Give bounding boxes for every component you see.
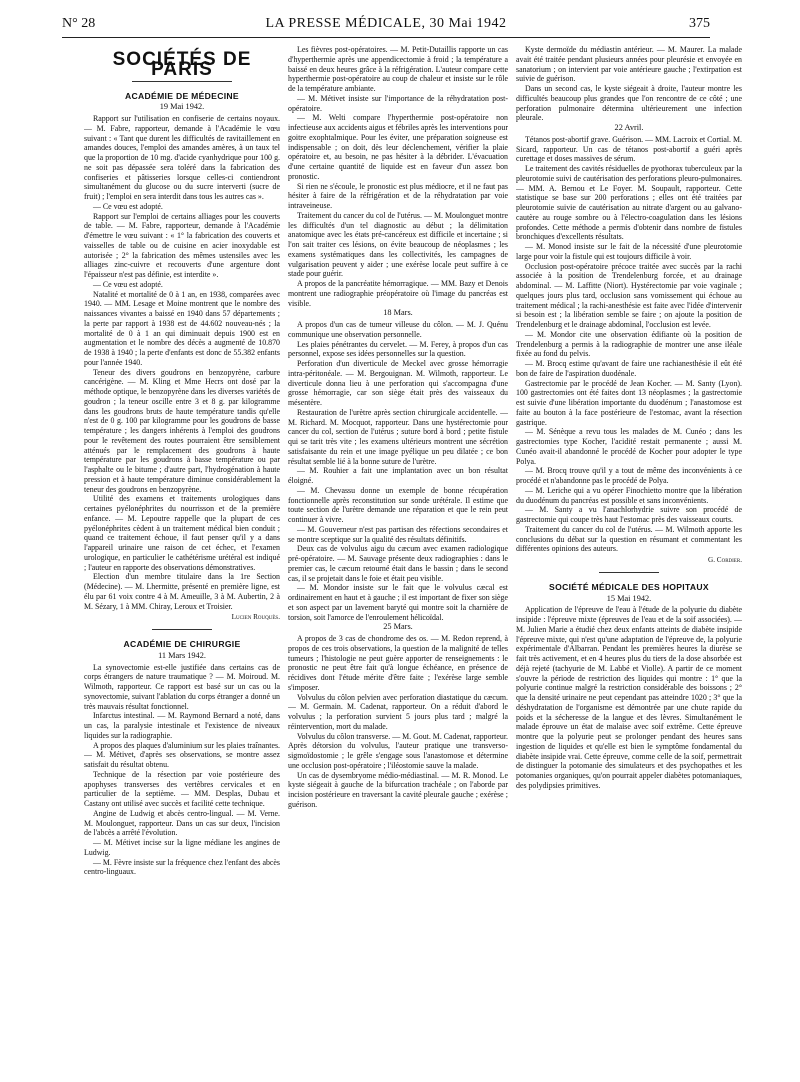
paragraph: Kyste dermoïde du médiastin antérieur. — M. Maurer. La malade avait été traitée pendant plusieurs années pour pleurésie et envoyée en sanatorium ; on intervient par voie antérieure gauche ; l'extirpation est suivie de guérison. (516, 45, 742, 84)
paragraph: Le traitement des cavités résiduelles de pyothorax tuberculeux par la pleurotomie suivi de cautérisation des perforations pleuro-pulmonaires. — MM. A. Bernou et Le Foyer. M. Soupault, rapporteur. Cette statistique se base sur 200 perforations ; elles ont été traitées par pleurotomie suivie de cautérisation au nitrate d'argent ou au galvano-cautère au rouge sombre ou à l'électro-coagulation dans les lésions profondes. Cette méthode a permis d'obtenir dans nombre de fistules bronchiques d'excellents résultats. (516, 164, 742, 242)
header-rule (62, 37, 710, 38)
title-rule (132, 81, 232, 82)
separator (599, 572, 659, 573)
paragraph: — M. Leriche qui a vu opérer Finochietto montre que la libération du duodénum du pancréas est possible et sans inconvénients. (516, 485, 742, 505)
paragraph: Traitement du cancer du col de l'utérus. — M. Wilmoth apporte les conclusions du débat sur la question en résumant et commentant les différentes opinions des auteurs. (516, 524, 742, 554)
paragraph: Volvulus du côlon pelvien avec perforation diastatique du cæcum. — M. Germain. M. Cadenat, rapporteur. On a réduit d'abord le volvulus ; la perforation survient 5 jours plus tard ; malgré la réintervention, mort du malade. (288, 692, 508, 731)
paragraph: — M. Santy a vu l'anachlorhydrie suivre son procédé de gastrectomie qui coupe très haut l'estomac près des vaisseaux courts. (516, 505, 742, 524)
paragraph: Election d'un membre titulaire dans la 1re Section (Médecine). — M. Lhermitte, présenté en première ligne, est élu par 61 voix contre 4 à M. Ameuille, 3 à M. Aubertin, 2 à M. Sézary, 1 à MM. Chiray, Leroux et Troisier. (84, 572, 280, 611)
paragraph: Perforation d'un diverticule de Meckel avec grosse hémorragie intra-péritonéale. — M. Bergouignan. M. Wilmoth, rapporteur. Le diverticule donna lieu à une perforation qui s'accompagna d'une grosse hémorragie, car son siège était près des vaisseaux du mésentère. (288, 359, 508, 407)
paragraph: Natalité et mortalité de 0 à 1 an, en 1938, comparées avec 1940. — MM. Lesage et Moine montrent que le nombre des naissances vivantes a baissé en 1940 dans 57 départements ; la perte par rapport à 1938 est de 44.602 nouveau-nés ; la mortalité de 0 à 1 an qui diminuait depuis 1900 est en augmentation et le nombre des décès a augmenté de 10.870 de 1938 à 1940 ; la perte d'enfants est donc de 55.382 enfants pour l'année 1940. (84, 289, 280, 367)
section-title: SOCIÉTÉ MÉDICALE DES HOPITAUX (549, 581, 709, 592)
paragraph: Occlusion post-opératoire précoce traitée avec succès par la rachi associée à la position de Trendelenburg forcée, et au drainage abdominal. — M. Laffitte (Niort). Hystérectomie par voie vaginale ; quelques jours plus tard, occlusion sans vomissement qui échoue au traitement médical ; la rachi-anesthésie est faite avec l'idée d'intervenir si besoin est ; la libération semble se faire ; on ajoute la position de Trendelenburg et le drainage abdominal, l'occlusion est levée. (516, 261, 742, 329)
journal-title: LA PRESSE MÉDICALE, 30 Mai 1942 (265, 16, 507, 31)
session-date: 18 Mars. (383, 308, 413, 318)
separator (152, 629, 212, 630)
paragraph: Volvulus du côlon transverse. — M. Gout. M. Cadenat, rapporteur. Après détorsion du volvulus, l'auteur pratique une transverso-sigmoïdostomie ; le grêle s'engage sous l'anastomose et détermine une occlusion post-opératoire ; l'iléostomie sauve la malade. (288, 731, 508, 770)
paragraph: Rapport sur l'utilisation en confiserie de certains noyaux. — M. Fabre, rapporteur, demande à l'Académie le vœu suivant : « Tant que durent les difficultés de ravitaillement en amandes douces, l'emploi des amandes amères, à un taux tel que la proportion de 10 mg. d'acide cyanhydrique pour 100 g. ne soit pas dépassée sera toléré dans la fabrication des confiseries et pâtisseries lorsque celles-ci contiendront simultanément du glucose ou du sucre interverti (sucre de fruit) ; l'emploi en sera interdit dans tous les autres cas ». (84, 114, 280, 201)
paragraph: — M. Brocq estime qu'avant de faire une rachianesthésie il eût été bon de faire de l'aspiration duodénale. (516, 359, 742, 378)
column-1 (84, 45, 280, 1045)
paragraph: — Ce vœu est adopté. (93, 201, 163, 211)
paragraph: Tétanos post-abortif grave. Guérison. — MM. Lacroix et Cortial. M. Sicard, rapporteur. Un cas de tétanos post-abortif a guéri après curettage et doses massives de sérum. (516, 134, 742, 164)
session-date: 22 Avril. (614, 123, 644, 132)
paragraph: Les fièvres post-opératoires. — M. Petit-Dutaillis rapporte un cas d'hyperthermie après une appendicectomie à froid ; la température a baissé en deux heures grâce à la réfrigération. L'auteur compare cette hyperthermie post-opératoire au coup de chaleur et insiste sur le rôle de la température ambiante. (288, 45, 508, 93)
paragraph: A propos d'un cas de tumeur villeuse du côlon. — M. J. Quénu communique une observation personnelle. (288, 320, 508, 339)
paragraph: Dans un second cas, le kyste siégeait à droite, l'auteur montre les difficultés beaucoup plus grandes que l'on rencontre de ce côté ; une perforation pulmonaire détermina ultérieurement une infection pleurale. (516, 84, 742, 123)
paragraph: Teneur des divers goudrons en benzopyrène, carbure cancérigène. — M. Kling et Mme Hecrs ont dosé par la méthode optique, le benzopyrène dans les diverses variétés de goudron ; la teneur oscille entre 3 et 8 g. par kilogramme dans les goudrons bruts de haute température tandis qu'elle n'est de 0 g. 100 par kilogramme pour les goudrons de basse température ; les dangers inhérents à l'emploi des goudrons pour le revêtement des routes pourraient être sensiblement atténués par le remplacement des goudrons à haute température par les goudrons à basse température ou par l'asphalte ou le bitume ; d'autre part, l'hydrogénation à haute pression et à haute température diminue considérablement la teneur des goudrons en benzopyrène. (84, 367, 280, 494)
paragraph: — M. Monod insiste sur le fait de la nécessité d'une pleurotomie large pour voir la fistule qui est toujours difficile à voir. (516, 242, 742, 261)
paragraph: Traitement du cancer du col de l'utérus. — M. Moulonguet montre les difficultés d'un tel diagnostic au début ; la délimitation anatomique avec les états pré-cancéreux est difficile et incertaine ; si l'on sait traiter ces lésions, on évite beaucoup de néoplasmes ; les examens systématiques dans les collectivités, les campagnes de vulgarisation peuvent y aider ; une exérèse locale peut suffire à ce stade pour guérir. (288, 210, 508, 279)
section-date: 15 Mai 1942. (606, 593, 652, 603)
paragraph: — M. Gouverneur n'est pas partisan des réfections secondaires et se montre sceptique sur la qualité des résultats définitifs. (288, 524, 508, 544)
paragraph: — M. Métivet incise sur la ligne médiane les angines de Ludwig. (84, 838, 280, 857)
column-3 (516, 45, 742, 1045)
paragraph: Application de l'épreuve de l'eau à l'étude de la polyurie du diabète insipide : l'épreuve mixte (épreuves de l'eau et de la soif associées). — M. Julien Marie a étudié chez deux enfants atteints de diabète insipide l'épreuve mixte, qui n'est qu'une adaptation de l'épreuve de, la polyurie expérimentale d'Albarran. Pendant les premières heures la diurèse se fait très activement, et en 4 heures plus du tiers de la dose absorbée est déjà rejeté (tachyurie de M. Labbé et Violle). A partir de ce moment s'ouvre la période de restriction des liquides qui montre : 1° que la polyurie continue malgré la restriction considérable des boissons ; 2° que la densité urinaire ne peut cependant pas atteindre 1020 ; 3° que la déshydratation de l'organisme est démontrée par une chute rapide du poids et la sécheresse de la langue et des lèvres. Simultanément le malade éprouve un état de malaise avec soif extrême. Cette épreuve montre que la polyurie peut se prolonger pendant des heures sans ingestion de liquides et qu'elle est bien le symptôme fondamental du diabète insipide vrai. Cette épreuve, comme celle de la soif, permettrait de distinguer la potomanie des simulateurs et des psychopathes et les potomanies organiques, qu'on pourrait appeler diabètes potomaniaques, des polydipsies primitives. (516, 605, 742, 790)
paragraph: Utilité des examens et traitements urologiques dans certaines pyélonéphrites du nourrisson et de la première enfance. — M. Lepoutre rappelle que la plupart de ces pyélonéphrites cèdent à un traitement médical bien conduit ; quand ce traitement échoue, il faut penser qu'il y a dans l'appareil urinaire une raison de cet échec, et l'examen urologique, en particulier le cathétérisme urétéral est indiqué ; l'auteur en rapporte des observations démonstratives. (84, 494, 280, 572)
section-date: 19 Mai 1942. (159, 102, 205, 112)
paragraph: Un cas de dysembryome médio-médiastinal. — M. R. Monod. Le kyste siégeait à gauche de la bifurcation trachéale ; on l'aborde par incision postérieure en traversant la cavité pleurale gauche ; exérèse ; guérison. (288, 770, 508, 809)
page-header (62, 16, 710, 34)
folio-number: 375 (689, 16, 710, 31)
paragraph: Deux cas de volvulus aigu du cæcum avec examen radiologique pré-opératoire. — M. Sauvage présente deux radiographies : dans le premier cas, le cæcum retourné était dans le bassin ; dans le second cas, il se projetait dans le foie et était peu visible. (288, 544, 508, 583)
paragraph: Rapport sur l'emploi de certains alliages pour les couverts de table. — M. Fabre, rapporteur, demande à l'Académie d'émettre le vœu suivant : « 1° la fabrication des couverts et vaisselles de table ou de cuisine en acier inoxydable est autorisée ; 2° la fabrication des mêmes ustensiles avec les alliages zinc-cuivre et recouverts d'une argenture dont l'épaisseur n'est pas définie, est interdite ». (84, 211, 280, 279)
paragraph: A propos de la pancréatite hémorragique. — MM. Bazy et Denois montrent une radiographie préopératoire où l'image du pancréas est visible. (288, 279, 508, 308)
paragraph: Gastrectomie par le procédé de Jean Kocher. — M. Santy (Lyon). 100 gastrectomies ont été faites dont 13 néoplasmes ; la gastrectomie est suivie d'une libération importante du duodénum ; l'anastomose est faite au bouton à la face postérieure de l'estomac, avant la résection gastrique. (516, 378, 742, 427)
paragraph: — M. Métivet insiste sur l'importance de la réhydratation post-opératoire. (288, 93, 508, 113)
paragraph: Les plaies pénétrantes du cervelet. — M. Ferey, à propos d'un cas personnel, expose ses idées personnelles sur la question. (288, 339, 508, 359)
paragraph: — Ce vœu est adopté. (93, 279, 163, 289)
paragraph: Angine de Ludwig et abcès centro-lingual. — M. Verne. M. Moulonguet, rapporteur. Dans un cas sur deux, l'incision de l'abcès a arrêté l'évolution. (84, 808, 280, 838)
page-number: N° 28 (62, 16, 96, 31)
paragraph: — M. Welti compare l'hyperthermie post-opératoire non infectieuse aux accidents aigus et fébriles après les interventions pour goitre exophtalmique. Pour les éviter, une préparation soigneuse est indispensable ; on doit, dès leur déclenchement, vérifier la plaie opératoire et, au besoin, ne pas hésiter à la débrider. L'évacuation d'une certaine quantité de liquide est en faveur d'un assez bon pronostic. (288, 113, 508, 181)
paragraph: A propos des plaques d'aluminium sur les plaies traînantes. — M. Métivet, d'après ses observations, se montre assez satisfait du résultat obtenu. (84, 740, 280, 769)
paragraph: — M. Mondor cite une observation édifiante où la position de Trendelenburg a permis à la radiographie de montrer une anse iléale fixée au fond du pelvis. (516, 329, 742, 359)
section-title: ACADÉMIE DE CHIRURGIE (123, 639, 241, 649)
signature: Lucien Rouquès. (231, 613, 280, 622)
session-date: 25 Mars. (383, 622, 413, 632)
paragraph: — M. Mondor insiste sur le fait que le volvulus cæcal est ordinairement en haut et à gauche ; il est important de fixer son siège et son aspect par un lavement baryté qui montre soit la charnière de torsion, soit l'amorce de l'enroulement hélicoïdal. (288, 583, 508, 622)
paragraph: — M. Brocq trouve qu'il y a tout de même des inconvénients à ce procédé et n'abandonne pas le procédé de Polya. (516, 466, 742, 485)
signature: G. Cordier. (708, 556, 742, 564)
paragraph: La synovectomie est-elle justifiée dans certains cas de corps étrangers de nature traumatique ? — M. Moiroud. M. Wilmoth, rapporteur. Ce rapport est basé sur un cas ou la synovectomie, suivant l'ablation du corps étranger a donné un très mauvais résultat fonctionnel. (84, 662, 280, 711)
paragraph: Infarctus intestinal. — M. Raymond Bernard a noté, dans un cas, la paralysie intestinale et l'existence de niveaux liquides sur la radiographie. (84, 711, 280, 740)
paragraph: — M. Fèvre insiste sur la fréquence chez l'enfant des abcès centro-linguaux. (84, 857, 280, 877)
paragraph: Si rien ne s'écoule, le pronostic est plus médiocre, et il ne faut pas hésiter à faire de la réfrigération et de la réhydratation par voie intraveineuse. (288, 181, 508, 210)
paragraph: — M. Sénèque a revu tous les malades de M. Cunéo ; dans les gastrectomies type Kocher, l'acidité restait permanente ; aussi M. Cunéo avait-il abandonné le procédé de Kocher pour adopter le type Polya. (516, 427, 742, 466)
paragraph: A propos de 3 cas de chondrome des os. — M. Redon reprend, à propos de ces trois observations, la question de la malignité de telles tumeurs ; l'histologie ne peut guère apporter de renseignements : le pronostic ne peut être fait qu'à longue échéance, en présence de récidives dont l'étude mérite d'être faite ; l'exérèse large semble s'imposer. (288, 634, 508, 692)
paragraph: Restauration de l'urètre après section chirurgicale accidentelle. — M. Richard. M. Mocquot, rapporteur. Dans une hystérectomie pour cancer du col, section de l'utérus ; suture bord à bord ; petite fistule qui se tarit très vite ; les examens ultérieurs montrent une sécrétion satisfaisante du rein et une image pyélique un peu dilatée ; ce bon résultat semble lié à la bonne suture de l'urètre. (288, 407, 508, 466)
section-title: ACADÉMIE DE MÉDECINE (125, 90, 239, 101)
paragraph: — M. Chevassu donne un exemple de bonne récupération fonctionnelle après reconstitution sur sonde urétérale. Il estime que toute section de l'urètre demande une réparation et que le rein peut continuer à vivre. (288, 485, 508, 524)
paragraph: Technique de la résection par voie postérieure des apophyses transverses des vertèbres cervicales et en particulier de la septième. — MM. Desplas, Dubau et Castany ont utilisé avec succès et facilité cette technique. (84, 769, 280, 808)
section-date: 11 Mars 1942. (158, 650, 206, 660)
main-title: SOCIÉTÉS DE PARIS (112, 49, 252, 80)
column-2 (288, 45, 508, 1045)
paragraph: — M. Rouhier a fait une implantation avec un bon résultat éloigné. (288, 466, 508, 485)
